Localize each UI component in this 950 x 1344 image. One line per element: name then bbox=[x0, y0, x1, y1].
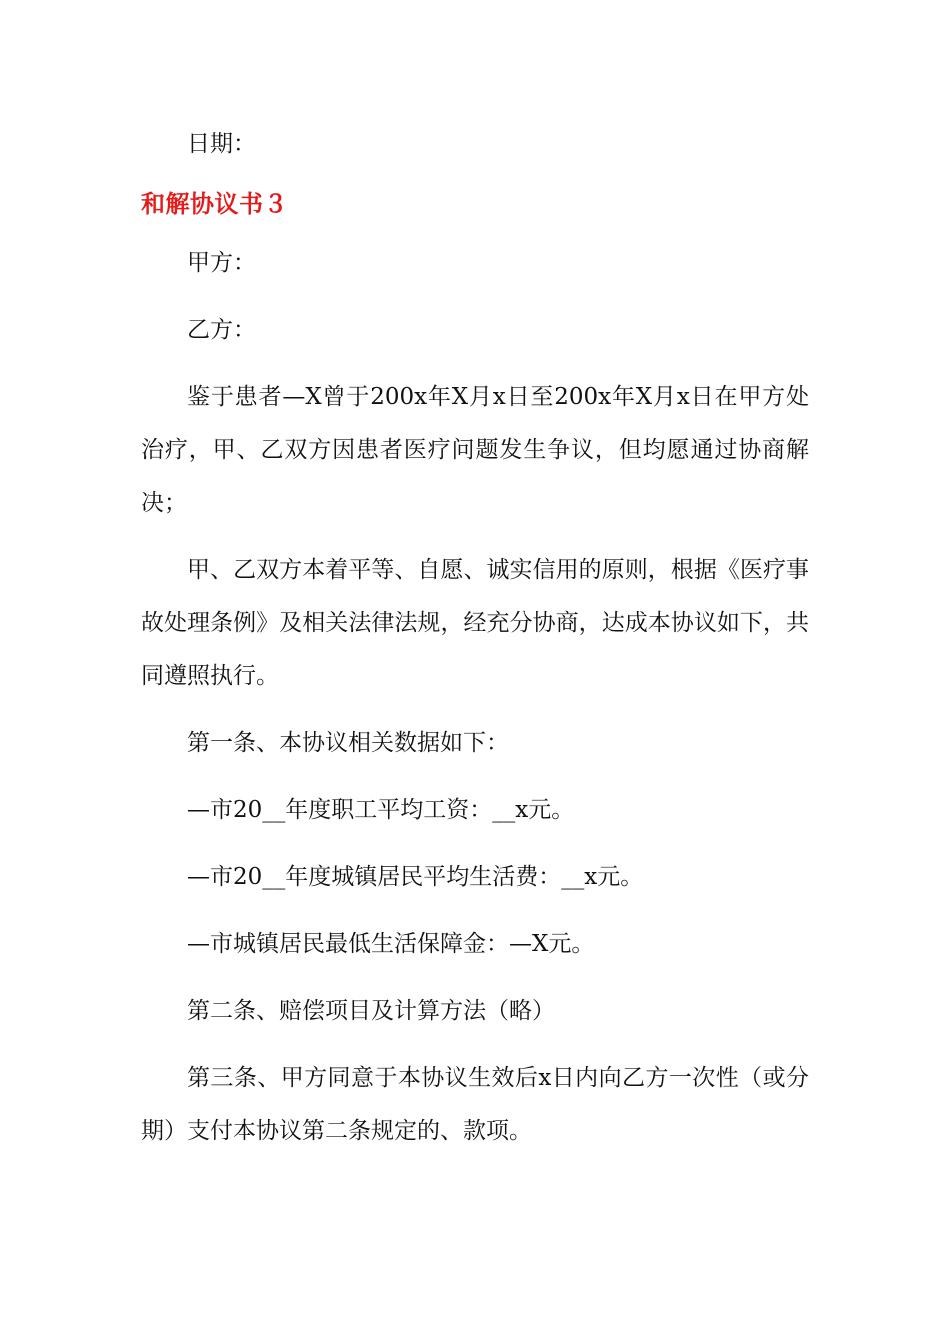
article-three: 第三条、甲方同意于本协议生效后x日内向乙方一次性（或分期）支付本协议第二条规定的、款项。 bbox=[141, 1065, 809, 1144]
data-item-minimum-security: —市城镇居民最低生活保障金：—X元。 bbox=[187, 931, 595, 957]
article-two: 第二条、赔偿项目及计算方法（略） bbox=[187, 998, 555, 1024]
date-line: 日期： bbox=[187, 131, 256, 157]
background-paragraph: 鉴于患者—X曾于200x年X月x日至200x年X月x日在甲方处治疗，甲、乙双方因患者医疗问题发生争议，但均愿通过协商解决； bbox=[141, 384, 809, 516]
agreement-heading: 和解协议书３ bbox=[141, 190, 288, 218]
principle-paragraph: 甲、乙双方本着平等、自愿、诚实信用的原则，根据《医疗事故处理条例》及相关法律法规，经充分协商，达成本协议如下，共同遵照执行。 bbox=[141, 557, 809, 689]
document-body bbox=[141, 118, 809, 1158]
party-b-line: 乙方： bbox=[187, 317, 256, 343]
article-one-title: 第一条、本协议相关数据如下： bbox=[187, 730, 509, 756]
party-a-line: 甲方： bbox=[187, 250, 256, 276]
data-item-average-wage: —市20__年度职工平均工资：__x元。 bbox=[187, 797, 575, 823]
data-item-living-expense: —市20__年度城镇居民平均生活费：__x元。 bbox=[187, 864, 644, 890]
